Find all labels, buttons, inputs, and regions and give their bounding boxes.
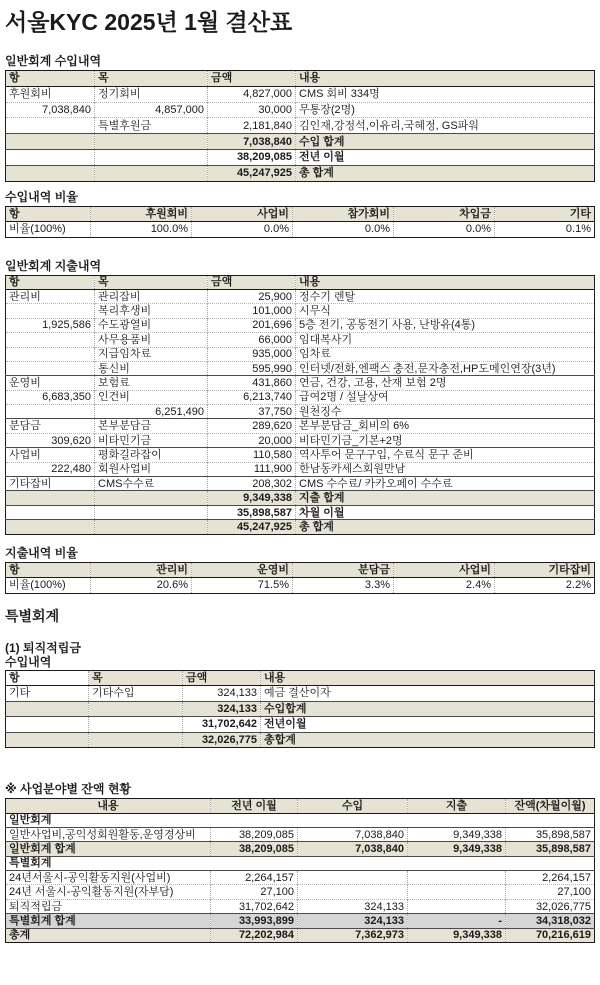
table-cell: 시무식 [296, 304, 595, 318]
table-cell [408, 885, 506, 899]
table-cell [6, 347, 95, 361]
total-row [6, 717, 595, 733]
table-cell: 기타잡비 [6, 477, 95, 491]
table-cell: 관리잡비 [95, 289, 208, 303]
expense-ratio-table [5, 562, 595, 594]
column-header: 항 [6, 206, 91, 222]
header-row [6, 562, 595, 578]
table-cell: 111,900 [208, 462, 296, 476]
column-header: 내용 [296, 71, 595, 87]
table-cell: 6,251,490 [95, 405, 208, 419]
table-cell: 역사투어 문구구입, 수료식 문구 준비 [296, 448, 595, 462]
column-header: 기타 [495, 206, 595, 222]
table-cell: 72,202,984 [211, 928, 298, 942]
column-header: 항 [6, 71, 95, 87]
table-cell [6, 118, 95, 134]
table-cell: 차월 이월 [296, 505, 595, 519]
table-cell: 31,702,642 [211, 899, 298, 913]
column-header: 사업비 [192, 206, 293, 222]
table-cell: 임차료 [296, 347, 595, 361]
table-cell: 인건비 [95, 390, 208, 404]
table-cell: 7,038,840 [6, 102, 95, 118]
table-cell: 2.4% [394, 578, 495, 594]
total-row [6, 928, 595, 942]
column-header: 금액 [208, 275, 296, 289]
table-cell: 특별후원금 [95, 118, 208, 134]
table-cell [6, 333, 95, 347]
table-cell: 6,683,350 [6, 390, 95, 404]
column-header: 전년 이월 [211, 799, 298, 813]
table-cell: 비타민기금 [95, 433, 208, 447]
table-cell: 34,318,032 [506, 914, 595, 928]
table-cell: 비율(100%) [6, 578, 91, 594]
table-cell: 지출 합계 [296, 491, 595, 505]
header-row [6, 799, 595, 813]
table-cell: 289,620 [208, 419, 296, 433]
column-header: 분담금 [293, 562, 394, 578]
table-cell: 3.3% [293, 578, 394, 594]
column-header: 항 [6, 562, 91, 578]
column-header: 수입 [298, 799, 408, 813]
table-cell: 보험료 [95, 376, 208, 390]
table-cell: 9,349,338 [408, 842, 506, 856]
page-title: 서울KYC 2025년 1월 결산표 [5, 9, 293, 35]
table-cell [6, 717, 89, 733]
table-cell: 20.6% [91, 578, 192, 594]
table-cell: 208,302 [208, 477, 296, 491]
table-cell: 예금 결산이자 [261, 686, 595, 702]
table-cell: 일반사업비,공익성회원활동,운영경상비 [6, 827, 211, 841]
column-header: 목 [95, 71, 208, 87]
table-cell: 분담금 [6, 419, 95, 433]
table-cell: 38,209,085 [211, 842, 298, 856]
table-cell: 총계 [6, 928, 211, 942]
table-cell [95, 491, 208, 505]
table-row [6, 289, 595, 303]
table-cell: 35,898,587 [208, 505, 296, 519]
column-header: 목 [89, 670, 183, 686]
table-cell [95, 520, 208, 534]
column-header: 항 [6, 670, 89, 686]
table-cell: 101,000 [208, 304, 296, 318]
table-cell [408, 871, 506, 885]
table-cell: 309,620 [6, 433, 95, 447]
table-cell: 연금, 건강, 고용, 산재 보험 2명 [296, 376, 595, 390]
table-cell: 사업비 [6, 448, 95, 462]
table-cell [298, 871, 408, 885]
table-cell [6, 701, 89, 717]
header-row [6, 206, 595, 222]
table-cell: 110,580 [208, 448, 296, 462]
table-cell: 1,925,586 [6, 318, 95, 332]
table-cell: 0.1% [495, 222, 595, 238]
table-row [6, 118, 595, 134]
table-cell: 김인재,강정석,이유리,국혜정, GS파워 [296, 118, 595, 134]
header-row [6, 71, 595, 87]
table-cell [89, 717, 183, 733]
table-cell: 총합계 [261, 732, 595, 748]
column-header: 내용 [261, 670, 595, 686]
table-cell [6, 361, 95, 375]
table-cell [6, 165, 95, 181]
table-cell: 정기회비 [95, 86, 208, 102]
table-row [6, 222, 595, 238]
table-cell: 9,349,338 [408, 928, 506, 942]
table-row [6, 390, 595, 404]
table-cell: 회원사업비 [95, 462, 208, 476]
table-cell [95, 165, 208, 181]
table-cell: 기타 [6, 686, 89, 702]
table-cell: 324,133 [183, 686, 261, 702]
table-cell [89, 732, 183, 748]
table-row [6, 578, 595, 594]
table-cell: 일반회계 [6, 813, 595, 827]
table-cell: 27,100 [506, 885, 595, 899]
total-row [6, 505, 595, 519]
table-cell: 2,264,157 [506, 871, 595, 885]
table-row [6, 361, 595, 375]
table-cell: 20,000 [208, 433, 296, 447]
table-cell [6, 520, 95, 534]
table-cell: 38,209,085 [208, 149, 296, 165]
total-row [6, 914, 595, 928]
table-cell: 2,264,157 [211, 871, 298, 885]
section-row [6, 813, 595, 827]
table-cell: 935,000 [208, 347, 296, 361]
section-row [6, 856, 595, 870]
table-cell: 70,216,619 [506, 928, 595, 942]
retirement-fund-heading: (1) 퇴직적립금 [5, 640, 81, 655]
table-cell: CMS수수료 [95, 477, 208, 491]
table-cell: 4,857,000 [95, 102, 208, 118]
table-cell: 2.2% [495, 578, 595, 594]
column-header: 잔액(차월이월) [506, 799, 595, 813]
table-cell: 100.0% [91, 222, 192, 238]
table-cell: 기타수입 [89, 686, 183, 702]
column-header: 금액 [208, 71, 296, 87]
table-cell: 특별회계 합계 [6, 914, 211, 928]
table-cell: CMS 수수료/ 카카오페이 수수료 [296, 477, 595, 491]
table-row [6, 871, 595, 885]
table-cell: 수입합계 [261, 701, 595, 717]
table-cell: 퇴직적립금 [6, 899, 211, 913]
table-cell: 4,827,000 [208, 86, 296, 102]
table-cell: 총 합계 [296, 165, 595, 181]
table-cell: 45,247,925 [208, 165, 296, 181]
table-cell: 0.0% [394, 222, 495, 238]
table-cell: 7,362,973 [298, 928, 408, 942]
table-cell [298, 885, 408, 899]
income-ratio-label: 수입내역 비율 [5, 189, 78, 204]
expense-table [5, 275, 595, 535]
table-row [6, 405, 595, 419]
table-cell: 임대복사기 [296, 333, 595, 347]
table-cell: 45,247,925 [208, 520, 296, 534]
table-row [6, 477, 595, 491]
table-cell: 일반회계 합계 [6, 842, 211, 856]
column-header: 내용 [6, 799, 211, 813]
total-row [6, 520, 595, 534]
table-cell: 32,026,775 [183, 732, 261, 748]
table-cell: 후원회비 [6, 86, 95, 102]
table-cell: 관리비 [6, 289, 95, 303]
table-cell: 운영비 [6, 376, 95, 390]
table-cell [95, 134, 208, 150]
table-cell [6, 405, 95, 419]
table-cell: 7,038,840 [298, 842, 408, 856]
table-cell: 222,480 [6, 462, 95, 476]
table-cell: 9,349,338 [408, 827, 506, 841]
table-cell: 본부분담금_회비의 6% [296, 419, 595, 433]
table-cell: 7,038,840 [208, 134, 296, 150]
table-cell [6, 505, 95, 519]
total-row [6, 732, 595, 748]
table-row [6, 885, 595, 899]
table-cell: 5층 전기, 공동전기 사용, 난방유(4통) [296, 318, 595, 332]
table-row [6, 419, 595, 433]
table-row [6, 686, 595, 702]
table-cell: 평화길라잡이 [95, 448, 208, 462]
table-cell: 정수기 렌탈 [296, 289, 595, 303]
table-cell [6, 732, 89, 748]
table-cell: 71.5% [192, 578, 293, 594]
balance-summary-label: ※ 사업분야별 잔액 현황 [5, 782, 131, 797]
table-cell: 급여2명 / 설날상여 [296, 390, 595, 404]
table-cell: 35,898,587 [506, 842, 595, 856]
table-cell: 복리후생비 [95, 304, 208, 318]
total-row [6, 701, 595, 717]
table-cell: 31,702,642 [183, 717, 261, 733]
table-cell: CMS 회비 334명 [296, 86, 595, 102]
table-cell [6, 491, 95, 505]
table-cell: 324,133 [298, 914, 408, 928]
table-row [6, 304, 595, 318]
table-row [6, 448, 595, 462]
total-row [6, 134, 595, 150]
table-cell: 2,181,840 [208, 118, 296, 134]
table-cell: 32,026,775 [506, 899, 595, 913]
table-cell: 지급임차료 [95, 347, 208, 361]
total-row [6, 842, 595, 856]
total-row [6, 165, 595, 181]
retirement-fund-table [5, 670, 595, 749]
table-cell: 595,990 [208, 361, 296, 375]
expense-ratio-label: 지출내역 비율 [5, 545, 78, 560]
table-cell: - [408, 914, 506, 928]
column-header: 관리비 [91, 562, 192, 578]
column-header: 운영비 [192, 562, 293, 578]
balance-summary-table [5, 798, 595, 943]
table-cell [6, 134, 95, 150]
table-row [6, 827, 595, 841]
table-row [6, 899, 595, 913]
income-ratio-table [5, 206, 595, 238]
table-cell: 37,750 [208, 405, 296, 419]
table-cell: 한남동카세스회원만남 [296, 462, 595, 476]
column-header: 참가회비 [293, 206, 394, 222]
table-cell: 통신비 [95, 361, 208, 375]
table-cell [95, 505, 208, 519]
table-cell: 66,000 [208, 333, 296, 347]
table-row [6, 433, 595, 447]
table-row [6, 333, 595, 347]
table-cell [6, 149, 95, 165]
table-cell: 원천징수 [296, 405, 595, 419]
table-cell: 수입 합계 [296, 134, 595, 150]
table-cell [408, 899, 506, 913]
table-cell: 30,000 [208, 102, 296, 118]
table-cell [95, 149, 208, 165]
table-cell: 38,209,085 [211, 827, 298, 841]
table-cell: 27,100 [211, 885, 298, 899]
table-row [6, 102, 595, 118]
column-header: 항 [6, 275, 95, 289]
income-table [5, 70, 595, 182]
table-cell: 24년 서울시-공익활동지원(자부담) [6, 885, 211, 899]
table-cell: 431,860 [208, 376, 296, 390]
header-row [6, 275, 595, 289]
table-cell: 전년 이월 [296, 149, 595, 165]
table-cell: 사무용품비 [95, 333, 208, 347]
table-cell: 수도광열비 [95, 318, 208, 332]
table-cell: 전년이월 [261, 717, 595, 733]
table-cell: 본부분담금 [95, 419, 208, 433]
column-header: 사업비 [394, 562, 495, 578]
table-cell: 무통장(2명) [296, 102, 595, 118]
table-cell: 인터넷/전화,엔팩스 충전,문자충전,HP도메인연장(3년) [296, 361, 595, 375]
expense-section-label: 일반회계 지출내역 [5, 258, 102, 273]
table-cell: 324,133 [183, 701, 261, 717]
table-cell: 0.0% [192, 222, 293, 238]
table-cell: 비타민기금_기본+2명 [296, 433, 595, 447]
income-section-label: 일반회계 수입내역 [5, 54, 102, 68]
table-cell: 201,696 [208, 318, 296, 332]
column-header: 차입금 [394, 206, 495, 222]
column-header: 목 [95, 275, 208, 289]
table-cell [6, 304, 95, 318]
table-row [6, 462, 595, 476]
table-row [6, 347, 595, 361]
header-row [6, 670, 595, 686]
table-row [6, 376, 595, 390]
table-cell: 7,038,840 [298, 827, 408, 841]
column-header: 후원회비 [91, 206, 192, 222]
table-cell: 25,900 [208, 289, 296, 303]
column-header: 내용 [296, 275, 595, 289]
table-row [6, 86, 595, 102]
table-cell: 6,213,740 [208, 390, 296, 404]
table-cell [89, 701, 183, 717]
column-header: 금액 [183, 670, 261, 686]
table-cell: 9,349,338 [208, 491, 296, 505]
total-row [6, 491, 595, 505]
table-cell: 총 합계 [296, 520, 595, 534]
table-cell: 324,133 [298, 899, 408, 913]
column-header: 지출 [408, 799, 506, 813]
table-cell: 35,898,587 [506, 827, 595, 841]
table-cell: 비율(100%) [6, 222, 91, 238]
special-account-heading: 특별회계 [5, 607, 60, 624]
table-cell: 24년서울시-공익활동지원(사업비) [6, 871, 211, 885]
table-row [6, 318, 595, 332]
total-row [6, 149, 595, 165]
table-cell: 특별회계 [6, 856, 595, 870]
retirement-fund-income-label: 수입내역 [5, 654, 52, 669]
table-cell: 33,993,899 [211, 914, 298, 928]
table-cell: 0.0% [293, 222, 394, 238]
column-header: 기타잡비 [495, 562, 595, 578]
